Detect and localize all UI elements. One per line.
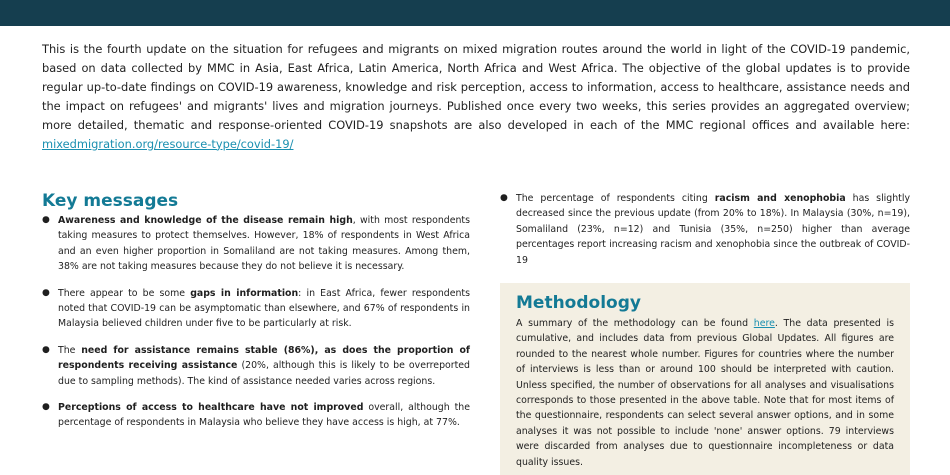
key-message-item (42, 286, 470, 332)
bullet-icon: ● (42, 287, 50, 298)
bullet-icon: ● (42, 402, 50, 413)
item-text: , with most respondents taking measures to protect themselves. However, 18% of respondents in West Africa and an even higher proportion in Somaliland are not taking measures. Among them, 38% are not taking measures because they do not believe it is necessary. (58, 215, 470, 273)
intro-paragraph (42, 40, 910, 153)
item-text: There appear to be some (58, 287, 191, 299)
bullet-icon: ● (42, 344, 50, 355)
item-highlight: Perceptions of access to healthcare have not improved (58, 402, 364, 414)
methodology-box (500, 283, 910, 475)
header-bar (0, 0, 950, 26)
bullet-icon: ● (42, 215, 50, 225)
bullet-icon: ● (500, 193, 508, 203)
key-messages-section (42, 191, 470, 442)
methodology-text-rest: . The data presented is cumulative, and includes data from previous Global Updates. All figures are rounded to the nearest whole number. Figures for countries where the number of interviews is less than or around 100 should be interpreted with caution. Unless specified, the number of observations for all analyses and visualisations corresponds to those presented in the above table. Note that for most items of the questionnaire, respondents can select several answer options, and in some analyses it was not possible to include 'none' answer options. 79 interviews were discarded from analyses due to questionnaire incompleteness or data quality issues. (516, 318, 894, 468)
key-message-item (42, 343, 470, 389)
item-highlight: need for assistance remains stable (86%), as does the proportion of respondents receiving assistance (58, 344, 470, 372)
item-text: has slightly decreased since the previous update (from 20% to 18%). In Malaysia (30%, n=19), Somaliland (23%, n=12) and Tunisia (35%, n=250) higher than average percentages report increasing racism and xenophobia since the outbreak of COVID-19 (516, 193, 910, 266)
item-text: The percentage of respondents citing (516, 193, 715, 204)
key-message-item (500, 191, 910, 268)
methodology-heading: Methodology (516, 293, 641, 313)
key-messages-list-continued (500, 191, 910, 268)
covid-resource-link[interactable]: mixedmigration.org/resource-type/covid-19/ (42, 136, 294, 151)
item-highlight: gaps in information (190, 287, 299, 299)
item-highlight: Awareness and knowledge of the disease remain high (58, 215, 353, 226)
key-message-item (42, 400, 470, 431)
item-text: : in East Africa, fewer respondents noted that COVID-19 can be asymptomatic than elsewhere, and 67% of respondents in Malaysia believed children under five to be particularly at risk. (58, 287, 470, 330)
key-messages-continued (500, 191, 910, 268)
item-text: overall, although the percentage of respondents in Malaysia who believe they have access is high, at 77%. (58, 402, 470, 429)
methodology-link[interactable]: here (753, 318, 775, 329)
key-message-item (42, 213, 470, 275)
intro-text: This is the fourth update on the situation for refugees and migrants on mixed migration routes around the world in light of the COVID-19 pandemic, based on data collected by MMC in Asia, East Africa, Latin America, North Africa and West Africa. The objective of the global updates is to provide regular up-to-date findings on COVID-19 awareness, knowledge and risk perception, access to information, access to healthcare, assistance needs and the impact on refugees' and migrants' lives and migration journeys. Published once every two weeks, this series provides an aggregated overview; more detailed, thematic and response-oriented COVID-19 snapshots are also developed in each of the MMC regional offices and available here: (42, 42, 910, 132)
key-messages-list (42, 213, 470, 431)
item-text: The (58, 344, 82, 356)
item-text: (20%, although this is likely to be overreported due to sampling methods). The kind of assistance needed varies across regions. (58, 360, 471, 387)
key-messages-heading: Key messages (42, 191, 179, 211)
methodology-text-start: A summary of the methodology can be found (516, 318, 754, 329)
methodology-text (516, 316, 894, 470)
item-highlight: racism and xenophobia (714, 193, 846, 204)
